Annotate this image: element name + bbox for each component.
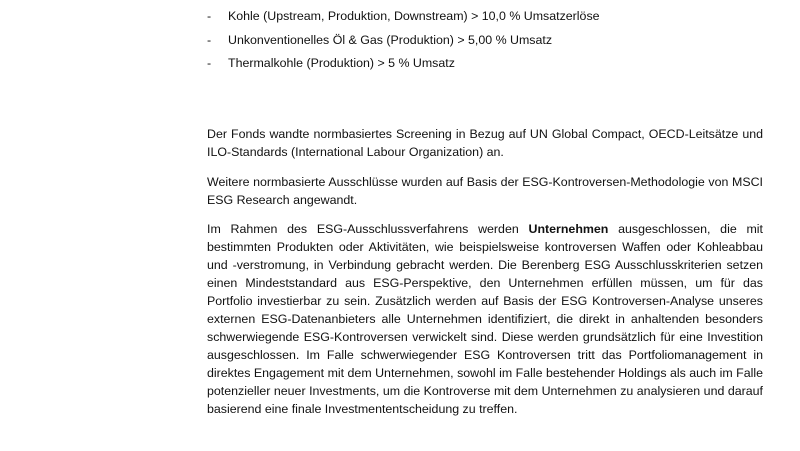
list-item-text: Kohle (Upstream, Produktion, Downstream) > 10,0 % Umsatzerlöse <box>228 9 600 23</box>
list-item <box>207 7 767 31</box>
paragraph-text-segment: Im Rahmen des ESG-Ausschlussverfahrens werden <box>207 222 529 236</box>
paragraph-exclusion-process <box>207 220 763 418</box>
exclusion-criteria-list <box>207 7 767 78</box>
emphasized-term: Unternehmen <box>528 222 609 236</box>
list-item-text: Unkonventionelles Öl & Gas (Produktion) > 5,00 % Umsatz <box>228 32 553 47</box>
list-bullet-dash: - <box>207 56 212 70</box>
list-item <box>207 54 767 78</box>
paragraph-text-segment: ausgeschlossen, die mit bestimmten Produkten oder Aktivitäten, wie beispielsweise kontroversen Waffen oder Kohleabbau und -verstromung, in Verbindung gebracht werden. Die Berenberg ESG Ausschlusskriterien setzen einen Mindeststandard aus ESG-Perspektive, den Unternehmen erfüllen müssen, um für das Portfolio investierbar zu sein. Zusätzlich werden auf Basis der ESG Kontroversen-Analyse unseres externen ESG-Datenanbieters alle Unternehmen identifiziert, die direkt in anhaltenden besonders schwerwiegende ESG-Kontroversen verwickelt sind. Diese werden grundsätzlich für eine Investition ausgeschlossen. Im Falle schwerwiegender ESG Kontroversen tritt das Portfoliomanagement in direktes Engagement mit dem Unternehmen, sowohl im Falle bestehender Holdings als auch im Falle potenzieller neuer Investments, um die Kontroverse mit dem Unternehmen zu analysieren und darauf basierend eine finale Investmententscheidung zu treffen. <box>207 222 763 416</box>
list-bullet-dash: - <box>207 32 212 47</box>
list-bullet-dash: - <box>207 9 212 23</box>
paragraph-msci-exclusions: Weitere normbasierte Ausschlüsse wurden auf Basis der ESG-Kontroversen-Methodologie von MSCI ESG Research angewandt. <box>207 175 763 207</box>
list-item-text: Thermalkohle (Produktion) > 5 % Umsatz <box>228 56 455 70</box>
paragraph-norm-screening: Der Fonds wandte normbasiertes Screening in Bezug auf UN Global Compact, OECD-Leitsätze und ILO-Standards (International Labour Organization) an. <box>207 127 763 159</box>
list-item <box>207 31 767 55</box>
